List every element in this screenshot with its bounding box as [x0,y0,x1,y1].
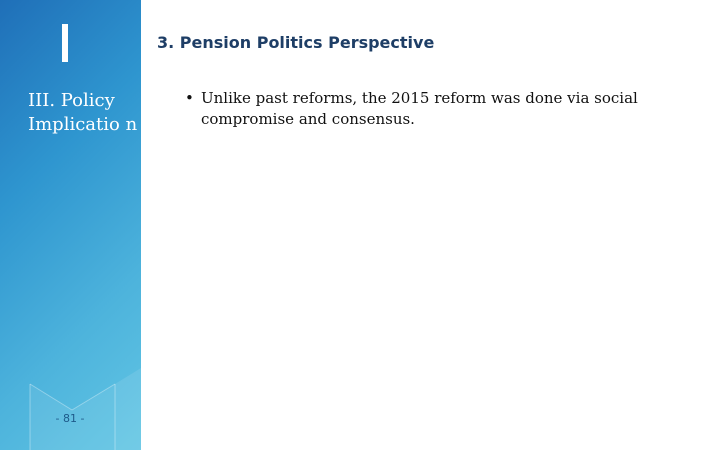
slide-content [141,0,720,450]
page-number: - 81 - [55,412,85,425]
step-1-text: Since 2013, Social conflict regarding civil service pension had become severe [182,213,304,274]
section-title: III. Policy Implicatio n [28,90,138,135]
bullet-point [185,88,665,130]
step-2-text: All persons concerned including lawmakers, gov't officials, union members, experts & civic activists have participated in the negotiation structure. [328,179,476,272]
slide-title: 3. Pension Politics Perspective [157,33,435,52]
bullet-marker: • [185,89,194,107]
sidebar-decoration [0,0,141,450]
bullet-text: Unlike past reforms, the 2015 reform was done via social compromise and consensus. [201,89,638,128]
step-3-text: Finally, all parties came to a social agreement, which is based on mutual understanding & concession. [526,190,686,251]
sidebar [0,0,141,450]
